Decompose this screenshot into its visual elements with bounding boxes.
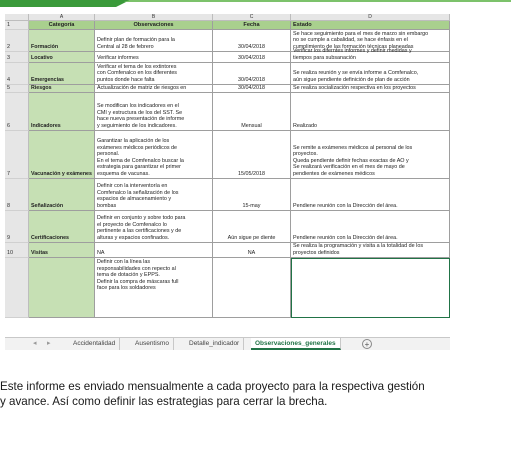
cell-fecha[interactable]	[213, 258, 291, 318]
sheet-tabs-bar	[5, 337, 450, 350]
tab-accidentalidad[interactable]: Accidentalidad	[69, 338, 120, 350]
row-number[interactable]: 2	[5, 30, 29, 52]
cell-categoria[interactable]: Formación	[29, 30, 95, 52]
header-observaciones[interactable]: Observaciones	[95, 21, 213, 30]
header-fecha[interactable]: Fecha	[213, 21, 291, 30]
table-row	[5, 179, 450, 211]
table-row	[5, 85, 450, 93]
cell-fecha[interactable]: 15-may	[213, 179, 291, 211]
cell-categoria[interactable]: Locativo	[29, 52, 95, 63]
row-number[interactable]: 8	[5, 179, 29, 211]
cell-estado[interactable]: Verificar los diferntes informes y definir medidas y tiempos para subsanación	[291, 52, 450, 63]
cell-fecha[interactable]: 30/04/2018	[213, 30, 291, 52]
cell-categoria[interactable]: Certificaciones	[29, 211, 95, 243]
cell-observaciones[interactable]: Definir con la interventoría en Comfenalco la señalización de los espacios de almacenamiento y bombas	[95, 179, 213, 211]
cell-observaciones[interactable]: Verificar informes	[95, 52, 213, 63]
cell-fecha[interactable]: NA	[213, 243, 291, 258]
cell-estado[interactable]: Realizado	[291, 93, 450, 131]
cell-categoria[interactable]: Riesgos	[29, 85, 95, 93]
active-cell-selection	[291, 258, 450, 318]
table-row	[5, 211, 450, 243]
row-number[interactable]	[5, 258, 29, 318]
cell-estado[interactable]: Se realiza socialización respectiva en los proyectos	[291, 85, 450, 93]
cell-fecha[interactable]: 30/04/2018	[213, 85, 291, 93]
cell-categoria[interactable]: Visitas	[29, 243, 95, 258]
paragraph-line-2: y avance. Así como definir las estrategias para cerrar la brecha.	[0, 394, 328, 408]
cell-categoria[interactable]: Vacunación y exámenes	[29, 131, 95, 179]
cell-observaciones[interactable]: Actualización de matriz de riesgos en	[95, 85, 213, 93]
table-header-row	[5, 21, 450, 30]
table-row	[5, 63, 450, 85]
cell-categoria[interactable]: Indicadores	[29, 93, 95, 131]
tab-observaciones-generales[interactable]: Observaciones_generales	[251, 338, 341, 350]
table-row	[5, 48, 450, 63]
column-header-b[interactable]: B	[95, 14, 213, 21]
header-estado[interactable]: Estado	[291, 21, 450, 30]
cell-categoria[interactable]	[29, 258, 95, 318]
cell-categoria[interactable]: Emergencias	[29, 63, 95, 85]
cell-categoria[interactable]: Señalización	[29, 179, 95, 211]
paragraph-line-1: Este informe es enviado mensualmente a cada proyecto para la respectiva gestión	[0, 380, 425, 393]
select-all-corner[interactable]	[5, 14, 29, 21]
cell-fecha[interactable]: Aún sigue pe diente	[213, 211, 291, 243]
cell-estado[interactable]: Pendiene reunión con la Dirección del área.	[291, 179, 450, 211]
cell-observaciones[interactable]: Definir con la línea las responsabilidades con repecto al tema de dotación y EPPS. Definir la compra de máscaras full face para los soldadores	[95, 258, 213, 318]
row-number[interactable]: 10	[5, 243, 29, 258]
cell-observaciones[interactable]: Definir plan de formación para la Central al 28 de febrero	[95, 30, 213, 52]
column-header-a[interactable]: A	[29, 14, 95, 21]
cell-observaciones[interactable]: Se modifican los indicadores en el CMI y estructura de los del SST. Se hace nueva presentación de informe y seguimiento de los indicadores.	[95, 93, 213, 131]
cell-estado[interactable]: Se remite a exámenes médicos al personal de los proyectos. Queda pendiente definir fechas exactas de AO y Se realizará verificación en el mes de mayo de pendientes de exámenes médicos	[291, 131, 450, 179]
table-row	[5, 243, 450, 258]
header-categoria[interactable]: Categoría	[29, 21, 95, 30]
cell-estado[interactable]: Se hace seguimiento para el mes de marzo sin embargo no se cumple a cabalidad, se hace énfasis en el cumplimiento de las formación técnicas planeadas	[291, 30, 450, 52]
row-number[interactable]: 3	[5, 52, 29, 63]
row-number[interactable]: 6	[5, 93, 29, 131]
tab-detalle-indicador[interactable]: Detalle_indicador	[185, 338, 244, 350]
cell-fecha[interactable]: 15/05/2018	[213, 131, 291, 179]
cell-observaciones[interactable]: Definir en conjunto y sobre todo para el proyecto de Comfenalco lo pertinente a las certificaciones y de alturas y espacios confinados.	[95, 211, 213, 243]
description-paragraph	[0, 380, 511, 409]
table-row	[5, 93, 450, 131]
table-row	[5, 131, 450, 179]
row-number[interactable]: 9	[5, 211, 29, 243]
cell-fecha[interactable]: 30/04/2018	[213, 52, 291, 63]
column-header-d[interactable]: D	[291, 14, 450, 21]
cell-fecha[interactable]: 30/04/2018	[213, 63, 291, 85]
cell-estado[interactable]: Se realiza la programación y visita a la totalidad de los proyectos definidos	[291, 243, 450, 258]
spreadsheet-grid	[5, 7, 450, 347]
row-number[interactable]: 1	[5, 21, 29, 30]
cell-observaciones[interactable]: Verificar el tema de los extintores con Comfenalco en los diferentes puntos donde hace falta	[95, 63, 213, 85]
cell-estado[interactable]: Se realiza reunión y se envía informe a Comfenalco, aún sigue pendiente definición de plan de acción	[291, 63, 450, 85]
prev-sheet-arrow-icon[interactable]: ◂	[33, 340, 37, 347]
cell-observaciones[interactable]: NA	[95, 243, 213, 258]
row-number[interactable]: 4	[5, 63, 29, 85]
green-accent-bar	[0, 0, 511, 7]
cell-fecha[interactable]: Mensual	[213, 93, 291, 131]
cell-observaciones[interactable]: Garantizar la aplicación de los exámenes médicos periódicos de personal. En el tema de Comfenalco buscar la estrategia para garantizar el primer esquema de vacunas.	[95, 131, 213, 179]
add-sheet-icon[interactable]: +	[362, 339, 372, 349]
next-sheet-arrow-icon[interactable]: ▸	[47, 340, 51, 347]
tab-ausentismo[interactable]: Ausentismo	[131, 338, 174, 350]
row-number[interactable]: 7	[5, 131, 29, 179]
row-number[interactable]: 5	[5, 85, 29, 93]
cell-estado[interactable]: Pendiene reunión con la Dirección del área.	[291, 211, 450, 243]
column-header-c[interactable]: C	[213, 14, 291, 21]
